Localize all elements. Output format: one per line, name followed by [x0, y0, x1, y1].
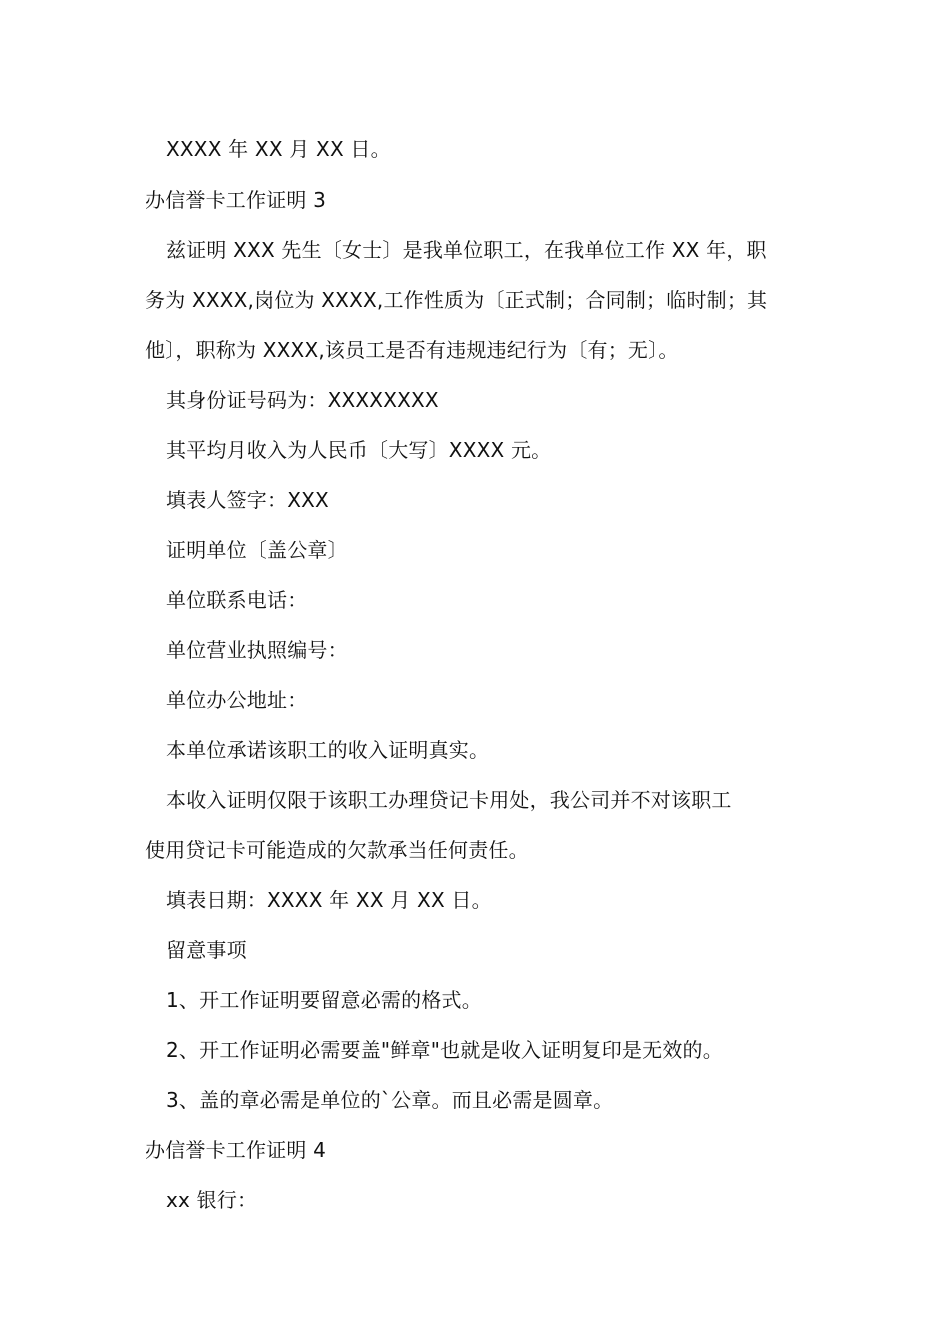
section-heading-3: 办信誉卡工作证明 3: [145, 188, 327, 212]
paragraph-line: 使用贷记卡可能造成的欠款承当任何责任。: [145, 838, 529, 862]
address-line: 单位办公地址：: [166, 688, 308, 712]
paragraph-line: 他〕，职称为 XXXX,该员工是否有违规违纪行为〔有；无〕。: [145, 338, 679, 362]
note-item-2: 2、开工作证明必需要盖"鲜章"也就是收入证明复印是无效的。: [166, 1038, 723, 1062]
note-item-3: 3、盖的章必需是单位的`公章。而且必需是圆章。: [166, 1088, 614, 1112]
paragraph-line: 兹证明 XXX 先生〔女士〕是我单位职工，在我单位工作 XX 年，职: [166, 238, 767, 262]
id-number-line: 其身份证号码为：XXXXXXXX: [166, 388, 439, 412]
note-item-1: 1、开工作证明要留意必需的格式。: [166, 988, 482, 1012]
fill-date-line: 填表日期：XXXX 年 XX 月 XX 日。: [166, 888, 492, 912]
signer-line: 填表人签字：XXX: [166, 488, 329, 512]
commitment-line: 本单位承诺该职工的收入证明真实。: [166, 738, 490, 762]
paragraph-line: 务为 XXXX,岗位为 XXXX,工作性质为〔正式制；合同制；临时制；其: [145, 288, 768, 312]
license-line: 单位营业执照编号：: [166, 638, 348, 662]
seal-line: 证明单位〔盖公章〕: [166, 538, 348, 562]
bank-salutation: xx 银行：: [166, 1188, 258, 1212]
date-line: XXXX 年 XX 月 XX 日。: [166, 137, 391, 161]
notes-heading: 留意事项: [166, 938, 247, 962]
phone-line: 单位联系电话：: [166, 588, 308, 612]
section-heading-4: 办信誉卡工作证明 4: [145, 1138, 327, 1162]
paragraph-line: 本收入证明仅限于该职工办理贷记卡用处，我公司并不对该职工: [166, 788, 732, 812]
income-line: 其平均月收入为人民币〔大写〕XXXX 元。: [166, 438, 552, 462]
